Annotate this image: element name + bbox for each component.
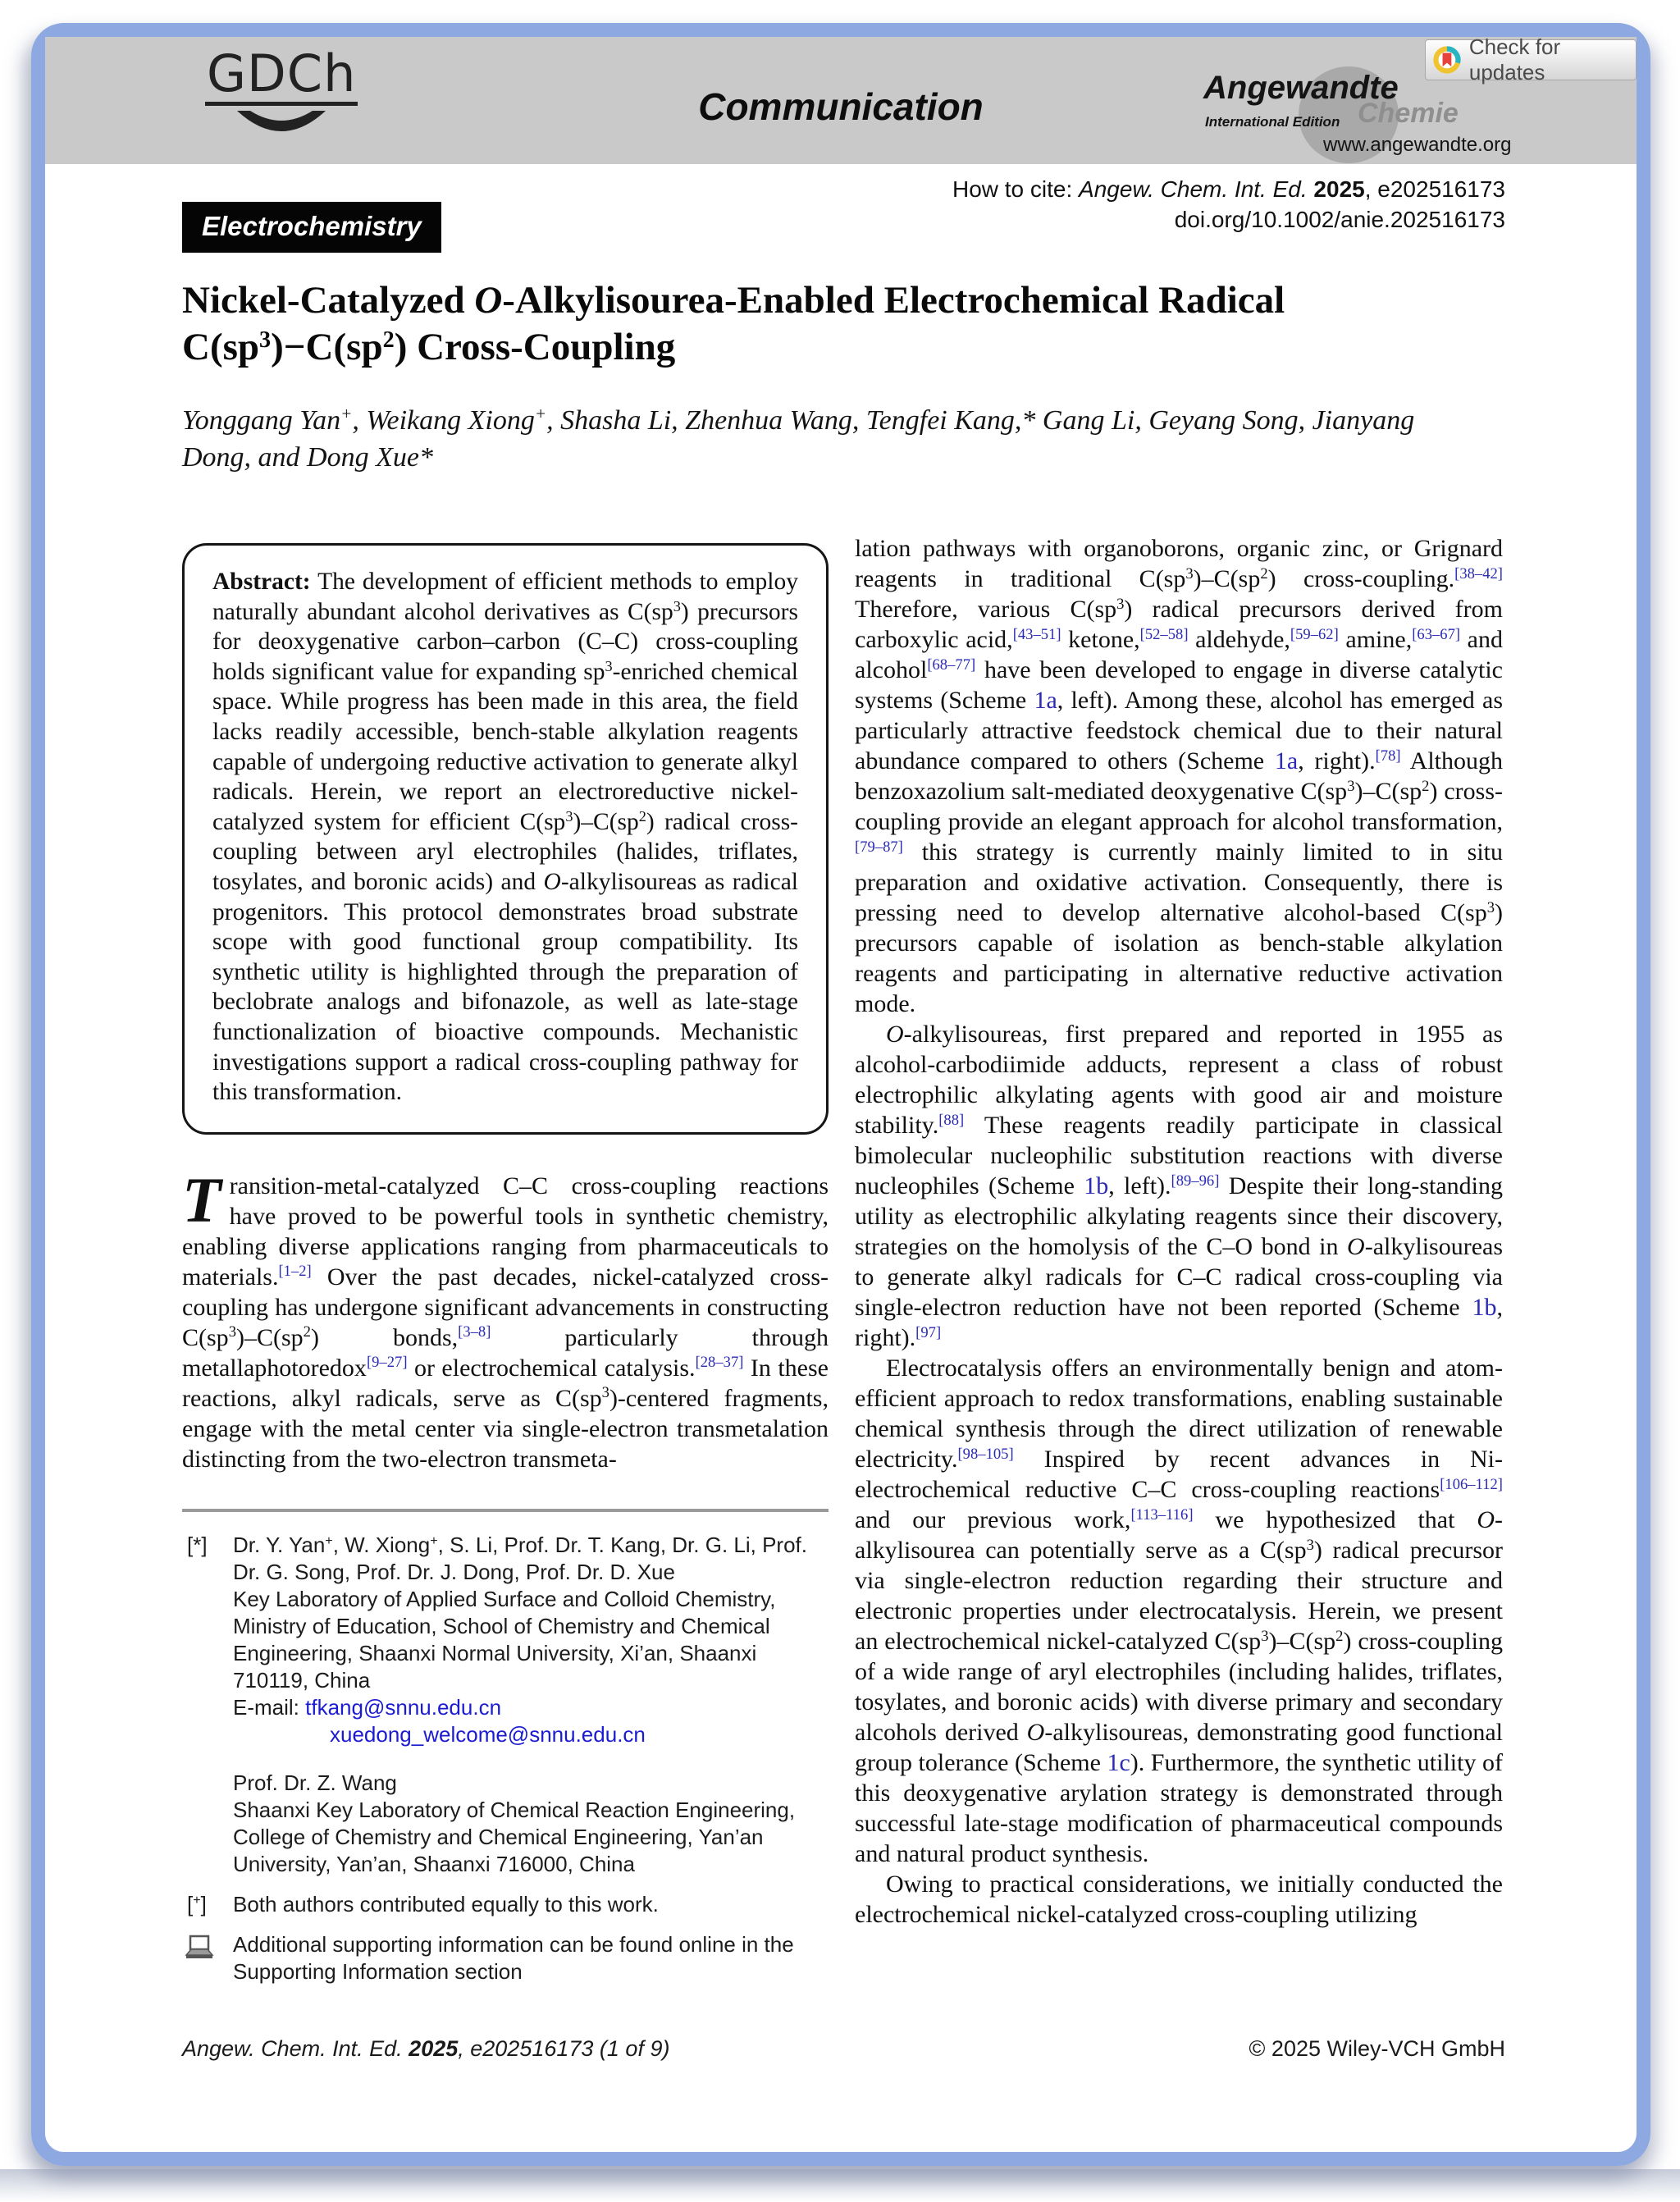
- footnote-affiliation: [182, 1532, 829, 1878]
- scheme-link[interactable]: 1b: [1472, 1294, 1497, 1321]
- email-line: [233, 1694, 829, 1721]
- citation-ref[interactable]: [63–67]: [1412, 625, 1461, 643]
- citation-ref[interactable]: [106–112]: [1440, 1475, 1503, 1493]
- footnote-equal-contribution: [182, 1891, 829, 1918]
- body-paragraph: Owing to practical considerations, we initially conducted the electrochemical nickel-catalyzed cross-coupling utilizing: [855, 1871, 1503, 1928]
- journal-website: www.angewandte.org: [1323, 134, 1512, 156]
- citation-ref[interactable]: [43–51]: [1012, 625, 1061, 643]
- journal-edition-label: International Edition: [1205, 114, 1340, 130]
- affiliation2-names: Prof. Dr. Z. Wang: [233, 1770, 397, 1795]
- body-paragraph: Electrocatalysis offers an environmentally benign and atom-efficient approach to redox transformations, enabling sustainable chemical synthesis through the direct utilization of renewable electricity.[98–105] Inspired by recent advances in Ni-electrochemical reductive C–C cross-coupling reactions[106–112] and our previous work,[113–116] we hypothesized that O-alkylisourea can potentially serve as a $C(sp^3)$ radical precursor via single-electron reduction regarding their structure and electronic properties under electrocatalysis. Herein, we present an electrochemical nickel-catalyzed $C(sp^3)-C(sp^2)$ cross-coupling of a wide range of aryl electrophiles (including halides, triflates, tosylates, and boronic acids) with diverse primary and secondary alcohols derived O-alkylisoureas, demonstrating good functional group tolerance (Scheme 1c). Furthermore, the synthetic utility of this deoxygenative arylation strategy is demonstrated through successful late-stage modification of pharmaceutical compounds and natural product synthesis.: [855, 1355, 1503, 1867]
- citation-ref[interactable]: [3–8]: [458, 1323, 491, 1341]
- email-label: E-mail:: [233, 1694, 299, 1720]
- gdch-logo-text: GDCh: [205, 47, 358, 106]
- journal-name-chemie: Chemie: [1358, 98, 1459, 129]
- body-paragraph: lation pathways with organoborons, organic zinc, or Grignard reagents in traditional $C(sp^3)-C(sp^2)$ cross-coupling.[38–42] Therefore, various $C(sp^3)$ radical precursors derived from carboxylic acid,[43–51] ketone,[52–58] aldehyde,[59–62] amine,[63–67] and alcohol[68–77] have been developed to engage in diverse catalytic systems (Scheme 1a, left). Among these, alcohol has emerged as particularly attractive feedstock chemical due to their natural abundance compared to others (Scheme 1a, right).[78] Although benzoxazolium salt-mediated deoxygenative $C(sp^3)-C(sp^2)$ cross-coupling provide an elegant approach for alcohol transformation,[79–87] this strategy is currently mainly limited to in situ preparation and oxidative activation. Consequently, there is pressing need to develop alternative alcohol-based $C(sp^3)$ precursors capable of isolation as bench-stable alkylation reagents and participating in alternative reductive activation mode.: [855, 535, 1504, 1017]
- right-column: [855, 533, 1503, 1930]
- check-for-updates-label: Check for updates: [1468, 34, 1561, 85]
- citation-ref[interactable]: [88]: [938, 1111, 965, 1129]
- citation-ref[interactable]: [68–77]: [927, 656, 976, 674]
- footnote-supporting-info: [182, 1931, 829, 1985]
- intro-paragraph-text: ransition-metal-catalyzed C–C cross-coupling reactions have proved to be powerful tools in synthetic chemistry, enabling diverse applications ranging from pharmaceuticals to materials.[1–2] Over the past decades, nickel-catalyzed cross-coupling has undergone significant advancements in constructing $C(sp^3)-C(sp^2)$ bonds,[3–8] particularly through metallaphotoredox[9–27] or electrochemical catalysis.[28–37] In these reactions, alkyl radicals, serve as $C(sp^3)$-centered fragments, engage with the metal center via single-electron transmetalation distincting from the two-electron transmeta-: [182, 1172, 829, 1473]
- email-link-xue[interactable]: xuedong_welcome@snnu.edu.cn: [330, 1721, 646, 1747]
- header-bar: [45, 34, 1637, 164]
- citation-ref[interactable]: [79–87]: [855, 838, 903, 856]
- page-title: Nickel-Catalyzed O-Alkylisourea-Enabled Electrochemical Radical $C(sp^3)-C(sp^2)$ Cross-Coupling: [182, 279, 1285, 368]
- citation-ref[interactable]: [59–62]: [1290, 625, 1339, 643]
- author-list: Yonggang Yan+, Weikang Xiong+, Shasha Li, Zhenhua Wang, Tengfei Kang,* Gang Li, Geyang Song, Jianyang Dong, and Dong Xue*: [182, 404, 1415, 473]
- citation-ref[interactable]: [78]: [1375, 747, 1401, 765]
- citation-block: [902, 174, 1505, 235]
- doi-link[interactable]: doi.org/10.1002/anie.202516173: [1174, 207, 1505, 232]
- footnote-marker-plus: [+]: [187, 1891, 207, 1916]
- citation-ref[interactable]: [28–37]: [695, 1354, 744, 1372]
- supporting-info-text: Additional supporting information can be found online in the Supporting Information section: [233, 1931, 794, 1984]
- supporting-info-computer-icon: [184, 1935, 215, 1961]
- scheme-link[interactable]: 1c: [1107, 1749, 1130, 1776]
- citation-ref[interactable]: [98–105]: [957, 1445, 1014, 1463]
- footer-citation: Angew. Chem. Int. Ed. 2025, e202516173 (1 of 9): [182, 2036, 670, 2061]
- scheme-link[interactable]: 1a: [1034, 687, 1057, 714]
- affiliation2-address: Shaanxi Key Laboratory of Chemical Reaction Engineering, College of Chemistry and Chemical Engineering, Yan’an University, Yan’an, Shaanxi 716000, China: [233, 1797, 796, 1876]
- equal-contribution-text: Both authors contributed equally to this work.: [233, 1891, 659, 1916]
- citation-ref[interactable]: [9–27]: [366, 1354, 408, 1372]
- footnote-marker-star: [*]: [187, 1532, 208, 1557]
- citation-ref[interactable]: [89–96]: [1171, 1172, 1220, 1190]
- check-for-updates-button[interactable]: [1425, 34, 1637, 85]
- page-bottom-shadow: [0, 2169, 1680, 2202]
- email-line-2: [233, 1721, 829, 1748]
- footnotes: [182, 1532, 829, 1985]
- left-column: [182, 543, 829, 1999]
- body-paragraph: O-alkylisoureas, first prepared and reported in 1955 as alcohol-carbodiimide adducts, represent a class of robust electrophilic alkylating agents with good air and moisture stability.[88] These reagents readily participate in classical bimolecular nucleophilic substitution reactions with diverse nucleophiles (Scheme 1b, left).[89–96] Despite their long-standing utility as electrophilic alkylating reagents since their discovery, strategies on the homolysis of the C–O bond in O-alkylisoureas to generate alkyl radicals for C–C radical cross-coupling via single-electron reduction have not been reported (Scheme 1b, right).[97]: [855, 1021, 1503, 1351]
- article-type-label: Communication: [698, 85, 984, 128]
- body-paragraph-intro: [182, 1163, 829, 1474]
- citation-ref[interactable]: [97]: [915, 1323, 942, 1341]
- affiliation-names: Dr. Y. Yan+, W. Xiong+, S. Li, Prof. Dr. T. Kang, Dr. G. Li, Prof. Dr. G. Song, Prof. Dr. J. Dong, Prof. Dr. D. Xue: [233, 1532, 807, 1584]
- citation-ref[interactable]: [1–2]: [278, 1263, 312, 1281]
- how-to-cite-line: How to cite: Angew. Chem. Int. Ed. 2025, e202516173: [952, 176, 1505, 202]
- abstract-box: Abstract: The development of efficient methods to employ naturally abundant alcohol derivatives as $C(sp^3)$ precursors for deoxygenative carbon–carbon (C–C) cross-coupling holds significant value for expanding $sp^3$-enriched chemical space. While progress has been made in this area, the field lacks readily accessible, bench-stable alkylation reagents capable of undergoing reductive activation to generate alkyl radicals. Herein, we report an electroreductive nickel-catalyzed system for efficient $C(sp^3)-C(sp^2)$ radical cross-coupling between aryl electrophiles (halides, triflates, tosylates, and boronic acids) and O-alkylisoureas as radical progenitors. This protocol demonstrates broad substrate scope with good functional group compatibility. Its synthetic utility is highlighted through the preparation of beclobrate analogs and bifonazole, as well as late-stage functionalization of bioactive compounds. Mechanistic investigations support a radical cross-coupling pathway for this transformation.: [182, 543, 829, 1135]
- journal-name: Angewandte: [1203, 70, 1399, 106]
- page-footer: [182, 2036, 1505, 2062]
- subject-badge: Electrochemistry: [182, 202, 441, 253]
- scheme-link[interactable]: 1a: [1274, 747, 1299, 774]
- dropcap: T: [182, 1163, 221, 1236]
- crossmark-icon: [1432, 43, 1462, 76]
- footnote-divider: [182, 1509, 829, 1512]
- citation-ref[interactable]: [113–116]: [1130, 1505, 1194, 1524]
- citation-ref[interactable]: [52–58]: [1139, 625, 1189, 643]
- citation-ref[interactable]: [38–42]: [1454, 564, 1503, 582]
- affiliation-address: Key Laboratory of Applied Surface and Colloid Chemistry, Ministry of Education, School of Chemistry and Chemical Engineering, Shaanxi Normal University, Xi’an, Shaanxi 710119, China: [233, 1586, 776, 1693]
- email-link-kang[interactable]: tfkang@snnu.edu.cn: [305, 1694, 502, 1720]
- footer-copyright: © 2025 Wiley-VCH GmbH: [1249, 2036, 1505, 2061]
- scheme-link[interactable]: 1b: [1084, 1172, 1109, 1199]
